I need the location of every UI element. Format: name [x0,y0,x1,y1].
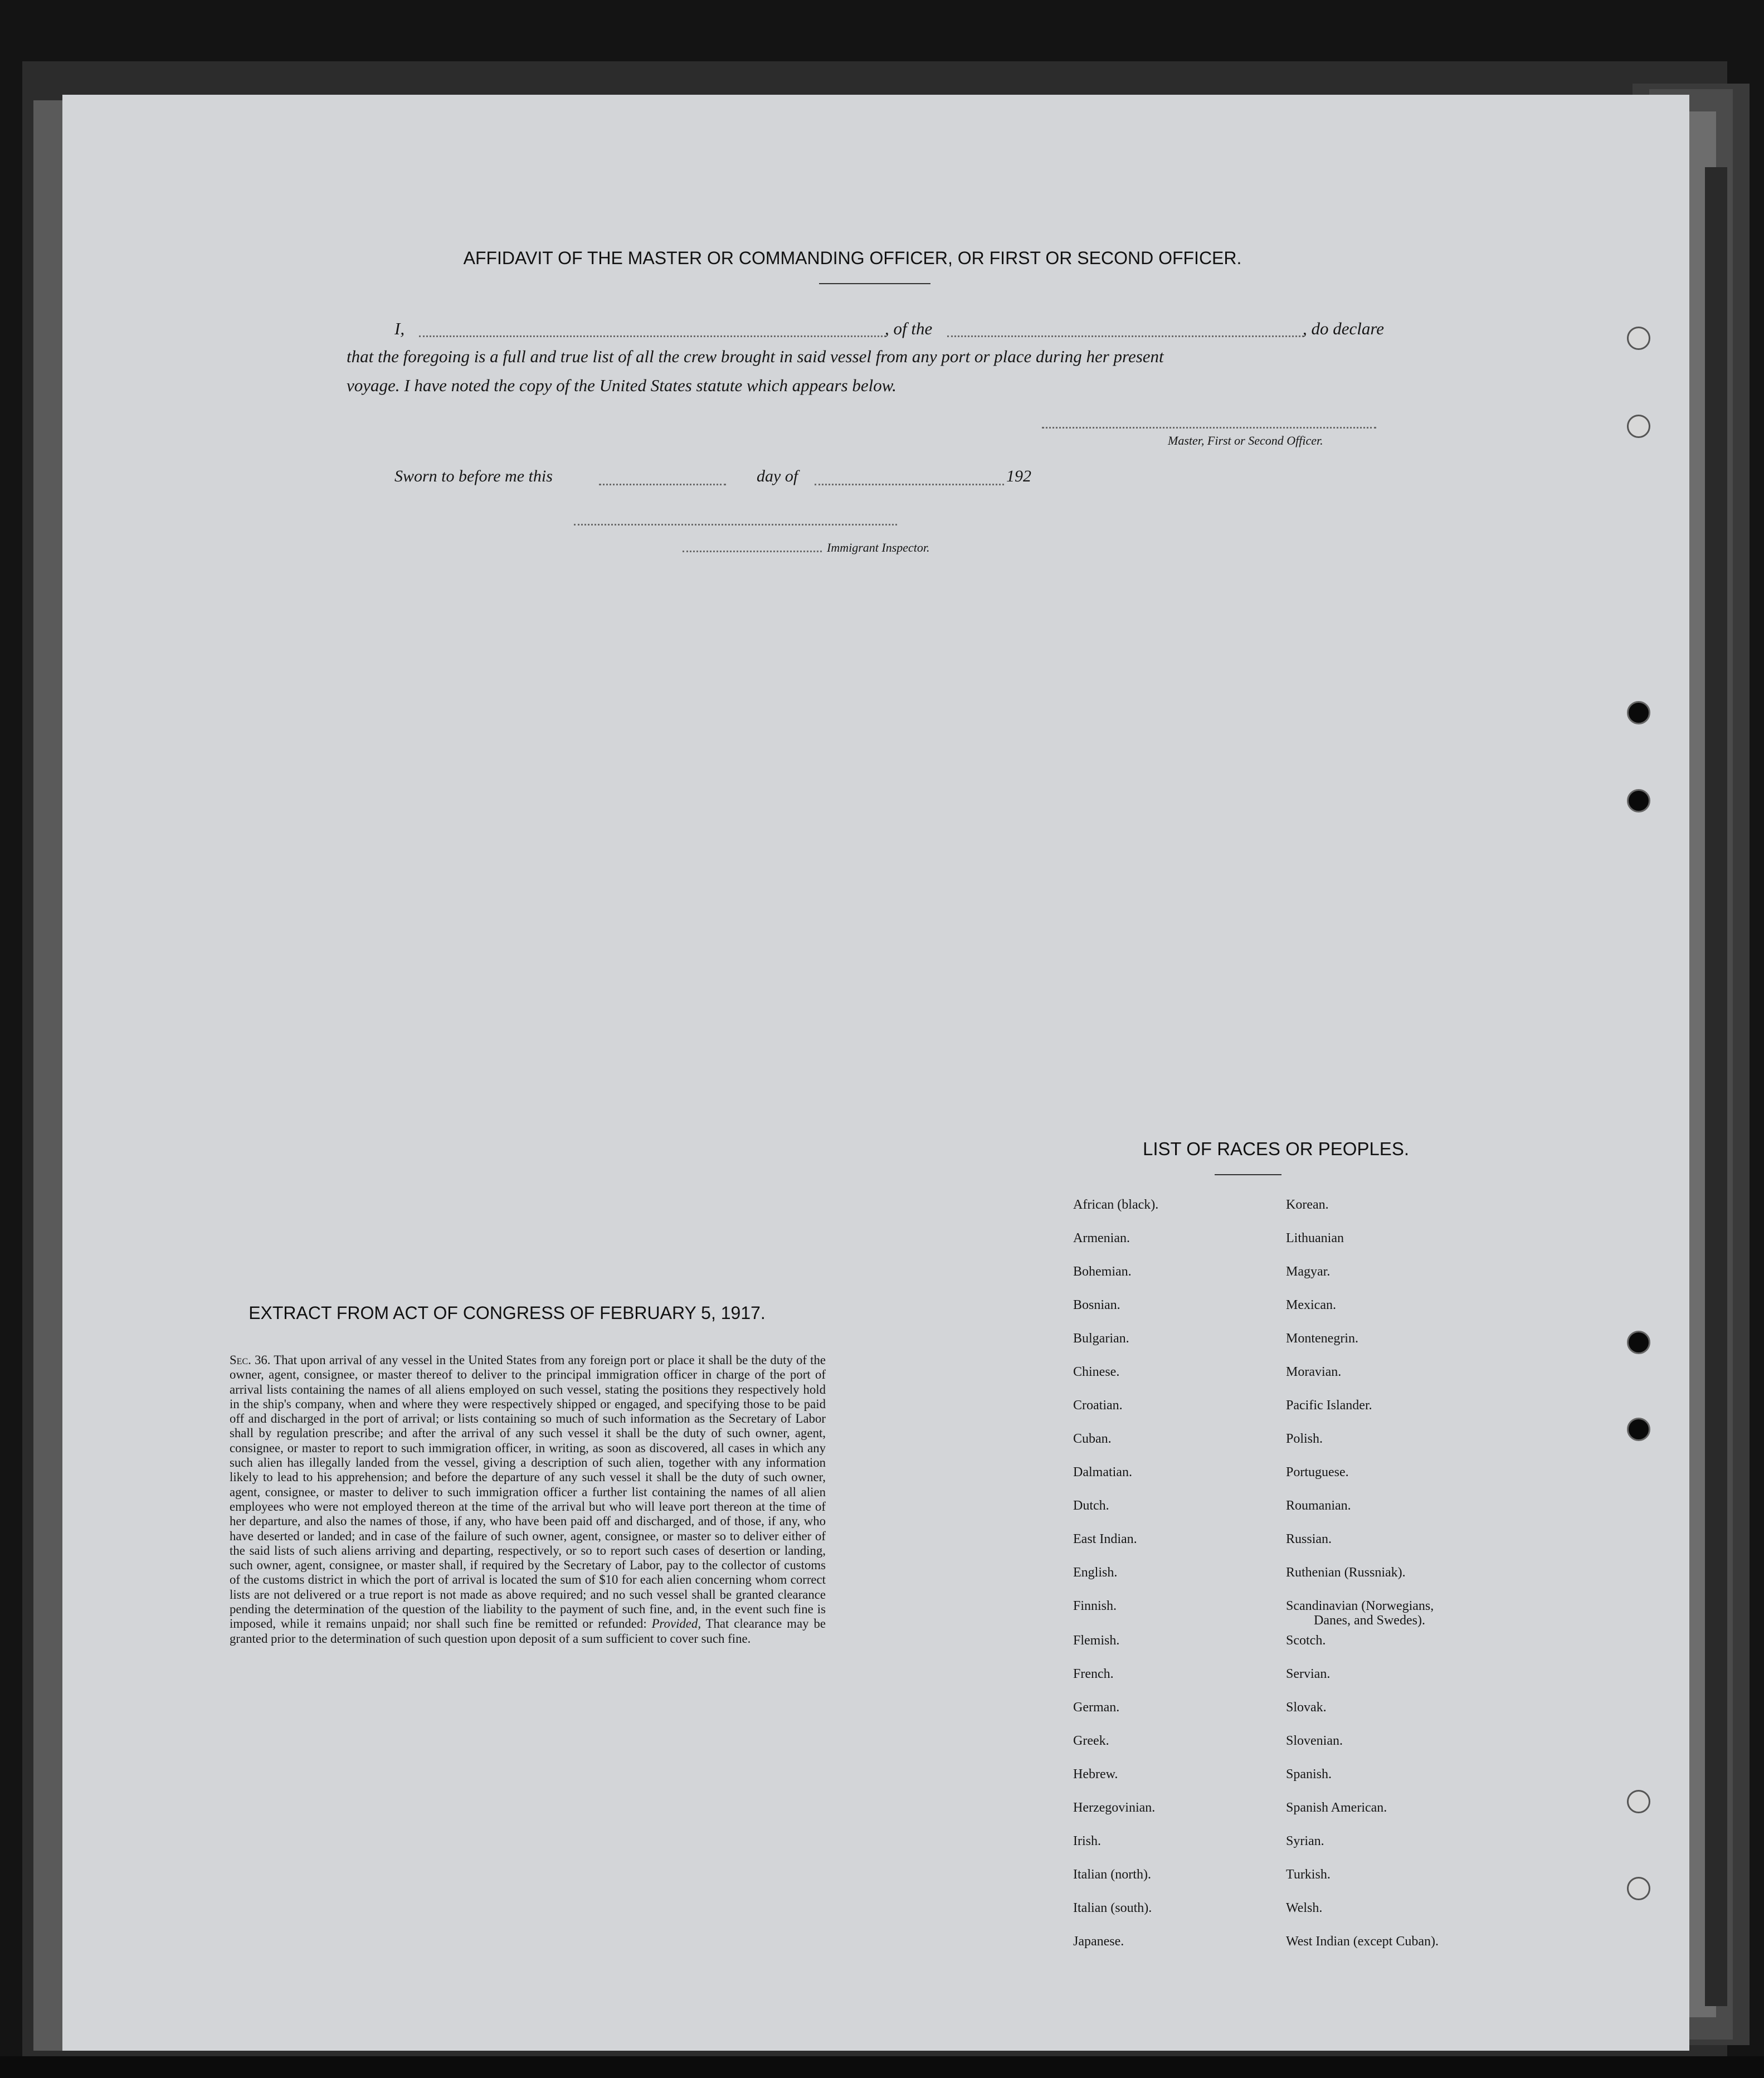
race-item: Finnish. [1073,1599,1117,1613]
race-item: Syrian. [1286,1834,1324,1848]
race-item: Bosnian. [1073,1298,1120,1312]
race-item: East Indian. [1073,1532,1137,1546]
race-item: Dutch. [1073,1498,1109,1513]
sworn-year: 192 [1006,467,1031,485]
declaration-of-the: , of the [885,319,933,338]
race-item: Greek. [1073,1734,1109,1748]
race-item: English. [1073,1565,1118,1580]
race-item: Portuguese. [1286,1465,1349,1480]
race-item: Scandinavian (Norwegians, [1286,1599,1434,1613]
inspector-signature-line [574,524,897,525]
inspector-short-line [683,551,822,552]
race-item: Danes, and Swedes). [1314,1613,1425,1628]
statute-proviso-word: Provided, [651,1617,701,1631]
declaration-pronoun: I, [394,319,405,338]
race-item: Herzegovinian. [1073,1800,1156,1815]
race-item: Magyar. [1286,1264,1331,1279]
statute-text [230,1353,826,1646]
races-title: LIST OF RACES OR PEOPLES. [1142,1138,1410,1159]
race-item: African (black). [1073,1198,1159,1212]
sworn-day-blank [599,484,726,485]
race-item: Lithuanian [1286,1231,1344,1245]
race-item: Moravian. [1286,1365,1342,1379]
affidavit-title: AFFIDAVIT OF THE MASTER OR COMMANDING OFFICER, OR FIRST OR SECOND OFFICER. [463,248,1242,268]
race-item: Montenegrin. [1286,1331,1358,1346]
punch-hole [1627,1790,1650,1813]
race-item: Cuban. [1073,1432,1112,1446]
race-item: Pacific Islander. [1286,1398,1372,1413]
race-item: Roumanian. [1286,1498,1351,1513]
race-item: Scotch. [1286,1633,1326,1648]
declaration-line-2: that the foregoing is a full and true list of all the crew brought in said vessel from any port or place during her present [347,347,1164,366]
race-item: Welsh. [1286,1901,1323,1915]
race-item: Hebrew. [1073,1767,1118,1782]
race-item: Japanese. [1073,1934,1124,1949]
races-title-underline [1215,1174,1281,1175]
race-item: Korean. [1286,1198,1329,1212]
name-blank [419,335,886,337]
race-item: Slovak. [1286,1700,1327,1715]
declaration-line-3: voyage. I have noted the copy of the United States statute which appears below. [347,376,896,395]
race-item: Dalmatian. [1073,1465,1132,1480]
race-item: Ruthenian (Russniak). [1286,1565,1406,1580]
race-item: Spanish American. [1286,1800,1387,1815]
signature-caption: Master, First or Second Officer. [1168,434,1323,447]
race-item: Croatian. [1073,1398,1123,1413]
race-item: Slovenian. [1286,1734,1343,1748]
race-item: Servian. [1286,1667,1331,1681]
punch-hole [1627,415,1650,438]
vessel-blank [947,335,1304,337]
race-item: West Indian (except Cuban). [1286,1934,1439,1949]
race-item: Russian. [1286,1532,1332,1546]
punch-hole [1627,789,1650,812]
race-item: Bohemian. [1073,1264,1132,1279]
race-item: Armenian. [1073,1231,1130,1245]
race-item: Bulgarian. [1073,1331,1129,1346]
punch-hole [1627,701,1650,724]
race-item: Polish. [1286,1432,1323,1446]
sworn-month-blank [815,484,1004,485]
race-item: Chinese. [1073,1365,1120,1379]
race-item: German. [1073,1700,1120,1715]
race-item: Italian (south). [1073,1901,1152,1915]
title-underline [819,283,930,284]
race-item: Italian (north). [1073,1867,1151,1882]
race-item: Turkish. [1286,1867,1331,1882]
statute-section-number: Sec. 36. [230,1353,271,1367]
declaration-do-declare: , do declare [1303,319,1385,338]
inspector-caption: Immigrant Inspector. [827,541,930,554]
punch-hole [1627,327,1650,350]
race-item: Spanish. [1286,1767,1332,1782]
race-item: Irish. [1073,1834,1101,1848]
race-item: Mexican. [1286,1298,1336,1312]
statute-body: That upon arrival of any vessel in the United States from any foreign port or place it shall be the duty of the owner, agent, consignee, or master thereof to deliver to the principal immigration officer in charge of the port of arrival lists containing the names of all aliens employed on such vessel, stating the positions they respectively hold in the ship's company, when and where they were respectively shipped or engaged, and specifying those to be paid off and discharged in the port of arrival; or lists containing so much of such information as the Secretary of Labor shall by regulation prescribe; and after the arrival of any such vessel it shall be the duty of such owner, agent, consignee, or master to report to such immigration officer, in writing, as soon as discovered, all cases in which any such alien has illegally landed from the vessel, giving a description of such alien, together with any information likely to lead to his apprehension; and before the departure of any such vessel it shall be the duty of such owner, agent, consignee, or master to deliver to such immigration officer a further list containing the names of all alien employees who were not employed thereon at the time of the arrival but who will leave port thereon at the time of her departure, and also the names of those, if any, who have been paid off and discharged, and of those, if any, who have deserted or landed; and in case of the failure of such owner, agent, consignee, or master so to deliver either of the said lists of such aliens arriving and departing, respectively, or so to report such cases of desertion or landing, such owner, agent, consignee, or master shall, if required by the Secretary of Labor, pay to the collector of customs of the customs district in which the port of arrival is located the sum of $10 for each alien concerning whom correct lists are not delivered or a true report is not made as above required; and no such vessel shall be granted clearance pending the determination of the question of the liability to the payment of such fine, and, in the event such fine is imposed, while it remains unpaid; nor shall such fine be remitted or refunded: [230,1353,826,1631]
race-item: Flemish. [1073,1633,1120,1648]
sworn-day-of: day of [757,467,798,485]
race-item: French. [1073,1667,1114,1681]
extract-title: EXTRACT FROM ACT OF CONGRESS OF FEBRUARY 5, 1917. [248,1303,766,1323]
sworn-prefix: Sworn to before me this [394,467,553,485]
statute-proviso-text: That clearance may be granted prior to the determination of such question upon deposit of a sum sufficient to cover such fine. [230,1617,826,1646]
punch-hole [1627,1418,1650,1441]
signature-line [1042,427,1376,429]
punch-hole [1627,1331,1650,1354]
punch-hole [1627,1877,1650,1900]
